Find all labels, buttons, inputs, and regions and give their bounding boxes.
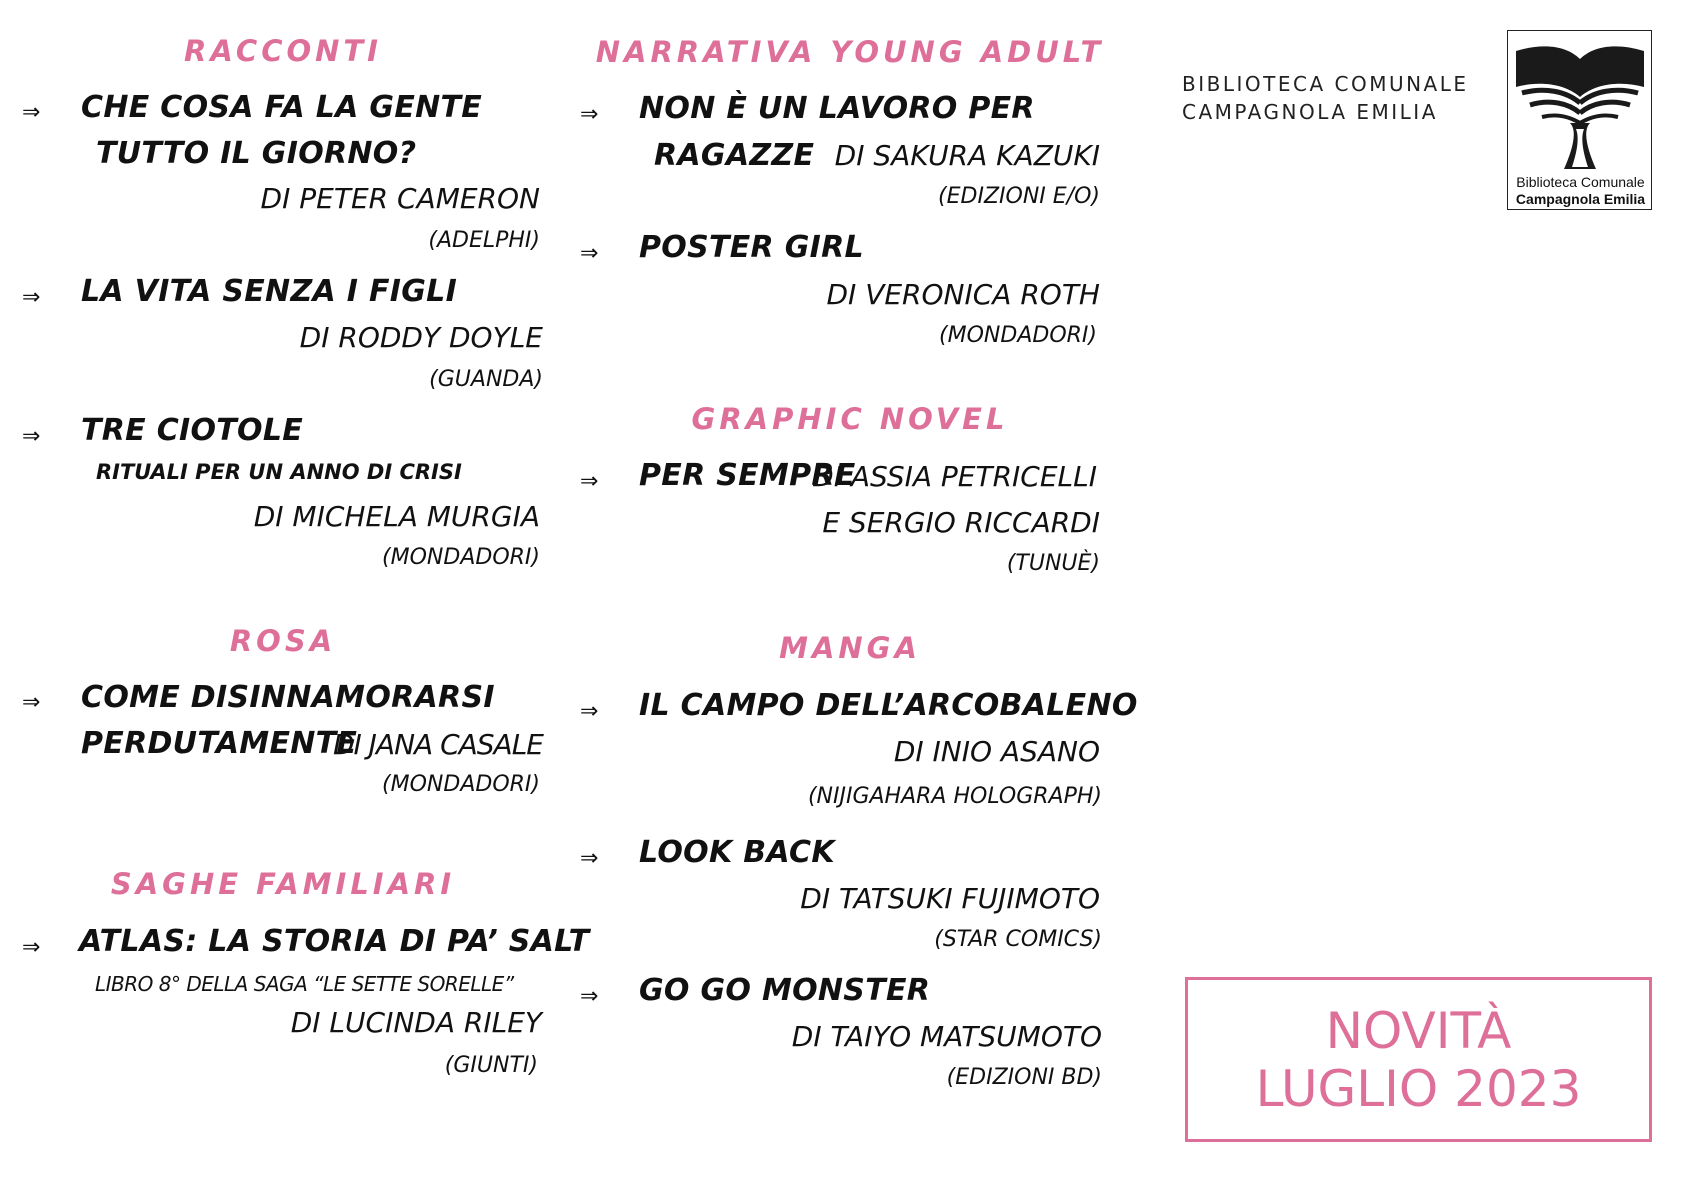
section-heading-racconti: RACCONTI [184, 34, 382, 68]
section-heading-manga: MANGA [779, 631, 921, 665]
book-title: CHE COSA FA LA GENTE [81, 90, 483, 125]
bullet-arrow-icon: ⇒ [22, 100, 41, 125]
book-author: DI RODDY DOYLE [299, 321, 543, 354]
bullet-arrow-icon: ⇒ [22, 424, 41, 449]
section-heading-young-adult: NARRATIVA YOUNG ADULT [595, 35, 1105, 69]
badge-line1: NOVITÀ [1325, 1002, 1512, 1060]
book-author: DI TATSUKI FUJIMOTO [800, 882, 1100, 915]
book-title: TRE CIOTOLE [81, 413, 304, 448]
bullet-arrow-icon: ⇒ [580, 102, 599, 127]
library-name-line2: CAMPAGNOLA EMILIA [1182, 100, 1438, 124]
book-publisher: (NIJIGAHARA HOLOGRAPH) [807, 784, 1102, 809]
library-logo [1507, 30, 1652, 210]
book-author: DI SAKURA KAZUKI [834, 139, 1100, 172]
book-title: NON È UN LAVORO PER [639, 91, 1035, 126]
book-publisher: (TUNUÈ) [1006, 551, 1100, 576]
book-title: POSTER GIRL [639, 230, 864, 265]
book-title: GO GO MONSTER [639, 973, 931, 1008]
bullet-arrow-icon: ⇒ [580, 984, 599, 1009]
book-author: DI ASSIA PETRICELLI [812, 460, 1097, 493]
book-author: DI PETER CAMERON [260, 182, 540, 215]
book-publisher: (EDIZIONI BD) [946, 1065, 1102, 1090]
bullet-arrow-icon: ⇒ [580, 699, 599, 724]
bullet-arrow-icon: ⇒ [580, 241, 599, 266]
book-note: LIBRO 8° DELLA SAGA “LE SETTE SORELLE” [95, 972, 514, 996]
novita-badge [1185, 977, 1652, 1142]
book-publisher: (MONDADORI) [382, 772, 540, 797]
section-heading-graphic-novel: GRAPHIC NOVEL [691, 402, 1009, 436]
bullet-arrow-icon: ⇒ [22, 285, 41, 310]
library-name-line1: BIBLIOTECA COMUNALE [1182, 72, 1469, 96]
book-tree-icon [1508, 31, 1651, 171]
bullet-arrow-icon: ⇒ [580, 469, 599, 494]
book-publisher: (STAR COMICS) [934, 927, 1102, 952]
book-title-cont: RAGAZZE [654, 138, 815, 173]
book-publisher: (MONDADORI) [382, 545, 540, 570]
book-author: DI TAIYO MATSUMOTO [791, 1020, 1102, 1053]
book-title: IL CAMPO DELL’ARCOBALENO [639, 688, 1138, 723]
book-publisher: (MONDADORI) [939, 323, 1097, 348]
book-title: COME DISINNAMORARSI [81, 680, 495, 715]
logo-caption-line1: Biblioteca Comunale [1516, 174, 1645, 190]
section-heading-saghe: SAGHE FAMILIARI [110, 867, 456, 901]
book-title: LOOK BACK [639, 835, 835, 870]
book-publisher: (ADELPHI) [428, 228, 540, 253]
book-title: ATLAS: LA STORIA DI PA’ SALT [79, 924, 590, 959]
logo-caption-line2: Campagnola Emilia [1515, 191, 1646, 207]
book-author: DI JANA CASALE [332, 728, 543, 761]
book-title: PER SEMPRE [639, 458, 856, 493]
bullet-arrow-icon: ⇒ [22, 935, 41, 960]
badge-line2: LUGLIO 2023 [1255, 1060, 1582, 1118]
book-author: DI MICHELA MURGIA [253, 500, 540, 533]
bullet-arrow-icon: ⇒ [580, 846, 599, 871]
book-publisher: (GUANDA) [429, 367, 543, 392]
book-title-cont: TUTTO IL GIORNO? [96, 136, 417, 171]
book-author: DI LUCINDA RILEY [290, 1006, 542, 1039]
bullet-arrow-icon: ⇒ [22, 690, 41, 715]
book-publisher: (GIUNTI) [444, 1053, 538, 1078]
book-author-cont: E SERGIO RICCARDI [822, 506, 1100, 539]
section-heading-rosa: ROSA [229, 624, 337, 658]
book-title: LA VITA SENZA I FIGLI [81, 274, 458, 309]
book-subtitle: RITUALI PER UN ANNO DI CRISI [96, 460, 462, 484]
book-author: DI INIO ASANO [893, 735, 1100, 768]
book-publisher: (EDIZIONI E/O) [938, 184, 1100, 209]
book-title-cont: PERDUTAMENTE [81, 726, 358, 761]
book-author: DI VERONICA ROTH [826, 278, 1100, 311]
